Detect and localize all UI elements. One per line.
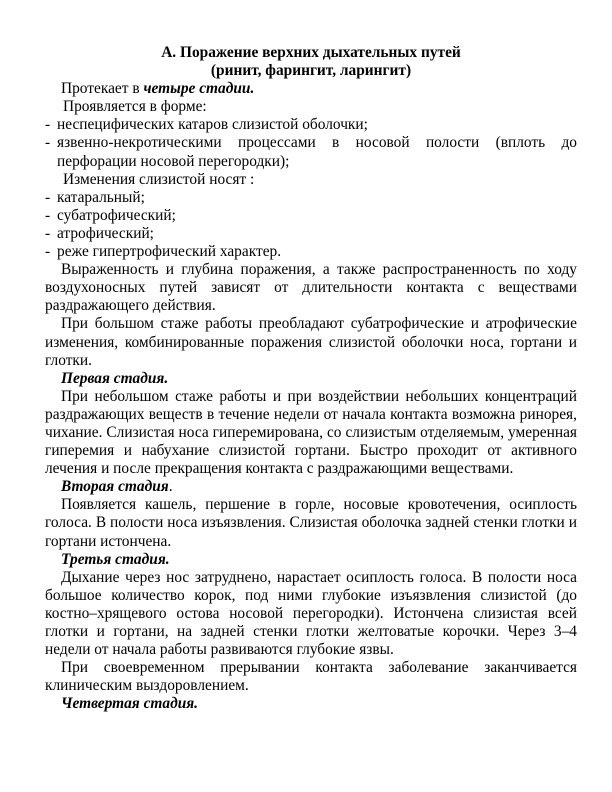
dash-marker: - — [45, 243, 51, 261]
stage-heading-second — [45, 478, 577, 496]
stage-text-third-outcome: При своевременном прерывании контакта заболевание заканчивается клиническим выздоровлением. — [45, 659, 577, 695]
stage-heading-text: Третья стадия. — [61, 550, 170, 568]
list-item — [45, 243, 577, 261]
title-line-1: А. Поражение верхних дыхательных путей — [161, 44, 461, 61]
list-item-text: субатрофический; — [57, 206, 176, 224]
stage-heading-text: Четвертая стадия. — [61, 695, 199, 713]
changes-list — [45, 189, 577, 261]
list-item-text: неспецифических катаров слизистой оболочки; — [57, 116, 368, 134]
dash-marker: - — [45, 206, 51, 224]
intro-manifests-line: Проявляется в форме: — [63, 98, 207, 116]
list-item-text: катаральный; — [57, 188, 145, 206]
stage-text-third: Дыхание через нос затруднено, нарастает осиплость голоса. В полости носа большое количество корок, под ними глубокие изъязвления слизистой (до костно–хрящевого остова носовой перегородки). Истончена слизистая всей глотки и гортани, на задней стенки глотки желтоватые корочки. Через 3–4 недели от начала работы развиваются глубокие язвы. — [45, 568, 577, 659]
stage-text-second: Появляется кашель, першение в горле, носовые кровотечения, осиплость голоса. В полости носа изъязвления. Слизистая оболочка задней стенки глотки и гортани истончена. — [45, 496, 577, 550]
list-item-text: реже гипертрофический характер. — [57, 243, 282, 261]
body-paragraph-long-exposure: При большом стаже работы преобладают субатрофические и атрофические изменения, комбинированные поражения слизистой оболочки носа, гортани и глотки. — [45, 315, 577, 369]
dash-marker: - — [45, 116, 51, 134]
stage-heading-period: . — [168, 478, 173, 496]
stage-text-first: При небольшом стаже работы и при воздействии небольших концентраций раздражающих веществ в течение недели от начала контакта возможна ринорея, чихание. Слизистая носа гиперемирована, со слизистым отделяемым, умеренная гиперемия и набухание слизистой гортани. Быстро проходит от активного лечения и после прекращения контакта с раздражающими веществами. — [45, 387, 577, 478]
list-item-text: атрофический; — [57, 224, 154, 242]
title-line-2: (ринит, фарингит, ларингит) — [210, 62, 412, 80]
list-item — [45, 116, 577, 134]
document-body — [45, 44, 577, 713]
section-title — [45, 44, 577, 80]
list-item — [45, 189, 577, 207]
intro-changes-line: Изменения слизистой носят : — [63, 170, 255, 188]
dash-marker: - — [45, 134, 51, 152]
stage-heading-text: Вторая стадия — [61, 478, 169, 496]
list-item — [45, 134, 577, 170]
stage-heading-third — [45, 551, 577, 569]
list-item-text: язвенно-некротическими процессами в носовой полости (вплоть до перфорации носовой перегородки); — [57, 134, 577, 170]
dash-marker: - — [45, 224, 51, 242]
stage-heading-fourth — [45, 695, 577, 713]
list-item — [45, 225, 577, 243]
intro-stages-paragraph — [45, 80, 577, 98]
body-paragraph-severity: Выраженность и глубина поражения, а также распространенность по ходу воздухоносных путей зависят от длительности контакта с веществами раздражающего действия. — [45, 261, 577, 315]
dash-marker: - — [45, 188, 51, 206]
stage-heading-first — [45, 370, 577, 388]
intro-stages-emphasis: четыре стадии. — [143, 80, 255, 98]
list-item — [45, 207, 577, 225]
forms-list — [45, 116, 577, 170]
intro-stages-prefix: Протекает в — [61, 80, 144, 98]
stage-heading-text: Первая стадия. — [61, 369, 169, 387]
